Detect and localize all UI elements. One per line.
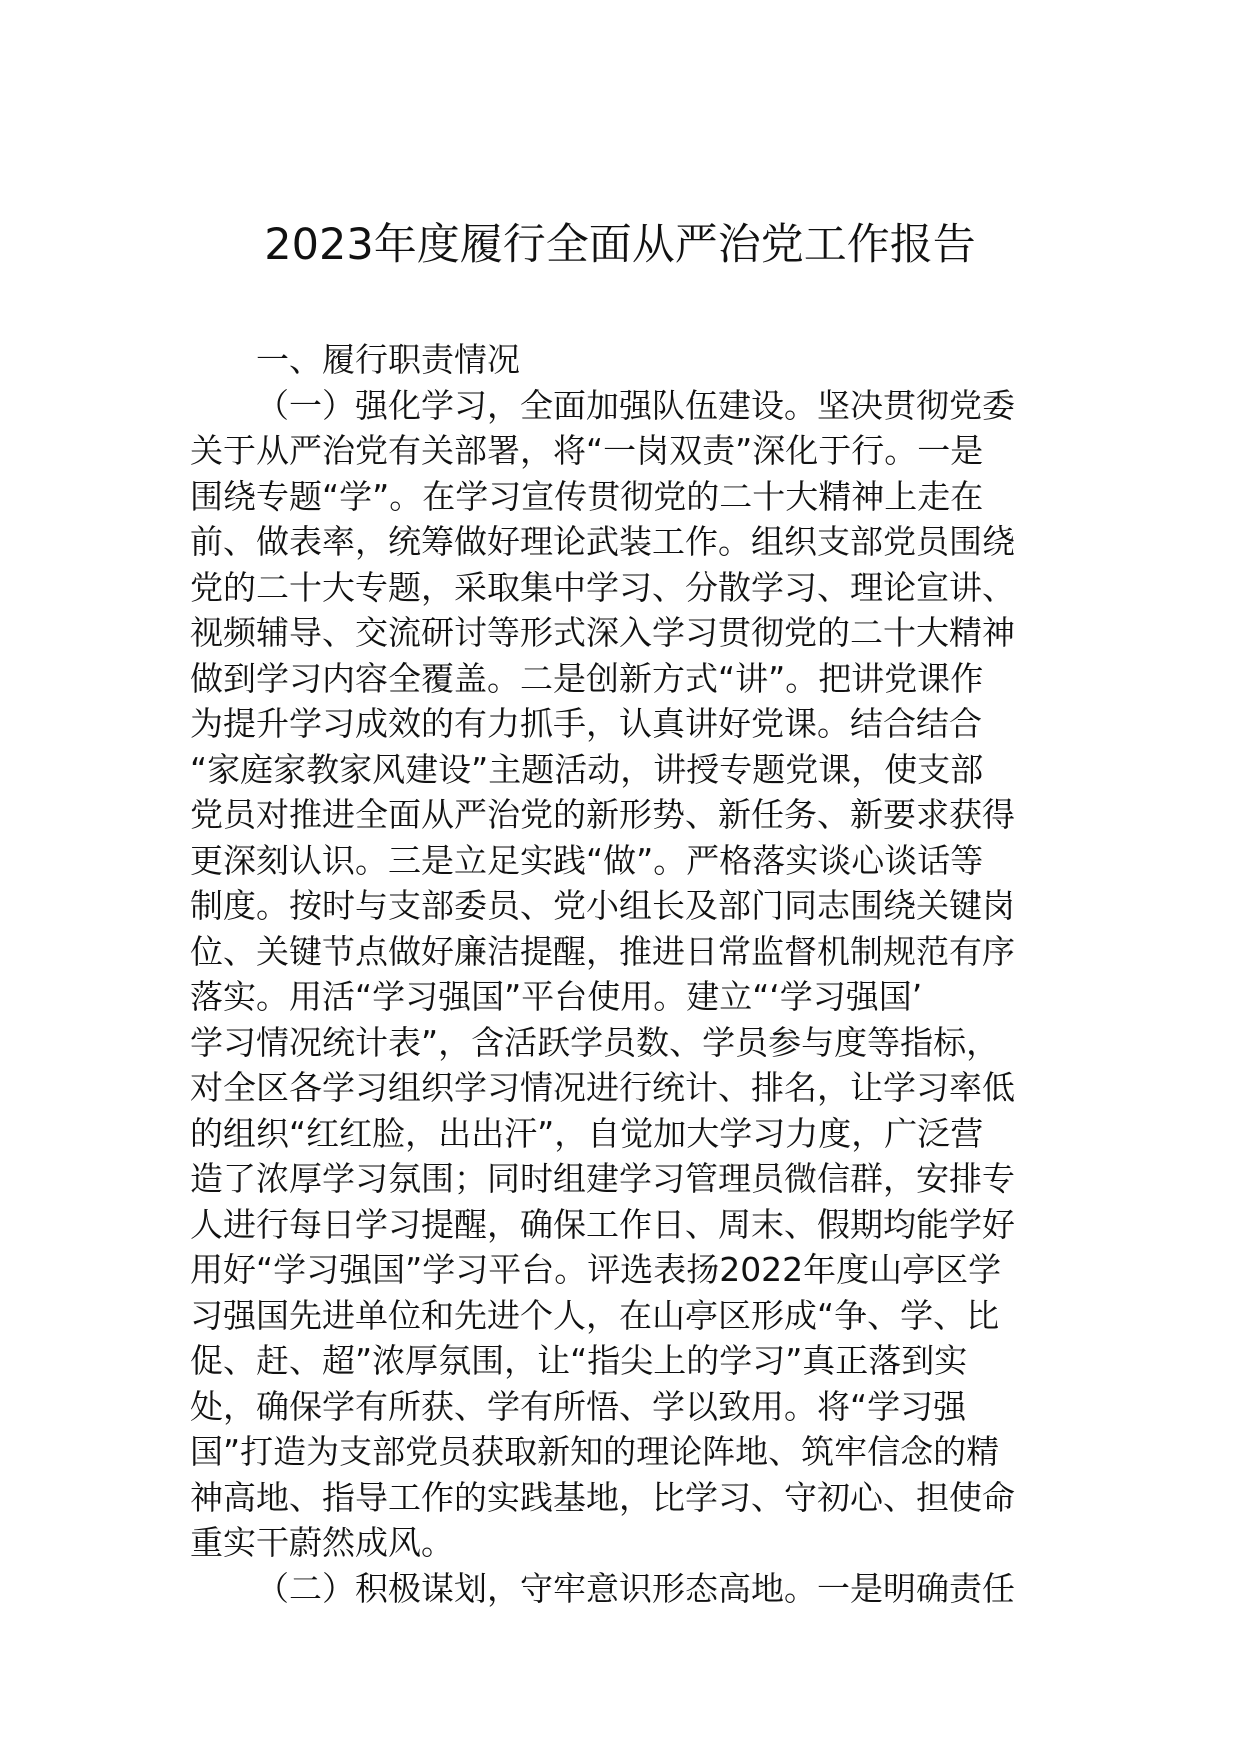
paragraph-line: 促、赶、超”浓厚氛围，让“指尖上的学习”真正落到实 bbox=[190, 1341, 968, 1380]
paragraph-line: 更深刻认识。三是立足实践“做”。严格落实谈心谈话等 bbox=[190, 840, 984, 880]
paragraph-line: 前、做表率，统筹做好理论武装工作。组织支部党员围绕 bbox=[190, 522, 1015, 561]
paragraph-line: 党的二十大专题，采取集中学习、分散学习、理论宣讲、 bbox=[190, 567, 1015, 607]
document-body bbox=[190, 337, 1060, 1611]
paragraph-line: 围绕专题“学”。在学习宣传贯彻党的二十大精神上走在 bbox=[190, 476, 984, 516]
paragraph-line: 为提升学习成效的有力抓手，认真讲好党课。结合结合 bbox=[190, 704, 982, 743]
paragraph-line: 对全区各学习组织学习情况进行统计、排名，让学习率低 bbox=[190, 1068, 1015, 1107]
paragraph-line: 制度。按时与支部委员、党小组长及部门同志围绕关键岗 bbox=[190, 886, 1015, 925]
paragraph-line: 神高地、指导工作的实践基地，比学习、守初心、担使命 bbox=[190, 1477, 1015, 1517]
paragraph-line: 落实。用活“学习强国”平台使用。建立“‘学习强国’ bbox=[190, 977, 923, 1016]
paragraph-line: 的组织“红红脸，出出汗”，自觉加大学习力度，广泛营 bbox=[190, 1113, 984, 1153]
paragraph-line: 视频辅导、交流研讨等形式深入学习贯彻党的二十大精神 bbox=[190, 613, 1015, 652]
section-heading: 一、履行职责情况 bbox=[256, 340, 520, 379]
paragraph-line: 用好“学习强国”学习平台。评选表扬2022年度山亭区学 bbox=[190, 1250, 1002, 1289]
document-title: 2023年度履行全面从严治党工作报告 bbox=[264, 220, 976, 270]
paragraph-line: 位、关键节点做好廉洁提醒，推进日常监督机制规范有序 bbox=[190, 931, 1015, 971]
paragraph-line: 国”打造为支部党员获取新知的理论阵地、筑牢信念的精 bbox=[190, 1432, 1000, 1471]
paragraph-line: 处，确保学有所获、学有所悟、学以致用。将“学习强 bbox=[190, 1386, 967, 1426]
paragraph-line: （二）积极谋划，守牢意识形态高地。一是明确责任 bbox=[256, 1568, 1015, 1608]
paragraph-line: 习强国先进单位和先进个人，在山亭区形成“争、学、比 bbox=[190, 1295, 1000, 1335]
paragraph-line: 学习情况统计表”，含活跃学员数、学员参与度等指标， bbox=[190, 1022, 1000, 1062]
paragraph-line: 人进行每日学习提醒，确保工作日、周末、假期均能学好 bbox=[190, 1204, 1015, 1244]
paragraph-line: 关于从严治党有关部署，将“一岗双责”深化于行。一是 bbox=[190, 431, 984, 470]
paragraph-line: 重实干蔚然成风。 bbox=[190, 1523, 454, 1562]
paragraph-line: 做到学习内容全覆盖。二是创新方式“讲”。把讲党课作 bbox=[190, 658, 984, 698]
paragraph-line: 党员对推进全面从严治党的新形势、新任务、新要求获得 bbox=[190, 795, 1015, 834]
paragraph-line: 造了浓厚学习氛围；同时组建学习管理员微信群，安排专 bbox=[190, 1159, 1015, 1198]
paragraph-line: （一）强化学习，全面加强队伍建设。坚决贯彻党委 bbox=[256, 385, 1015, 425]
paragraph-line: “家庭家教家风建设”主题活动，讲授专题党课，使支部 bbox=[190, 749, 984, 789]
